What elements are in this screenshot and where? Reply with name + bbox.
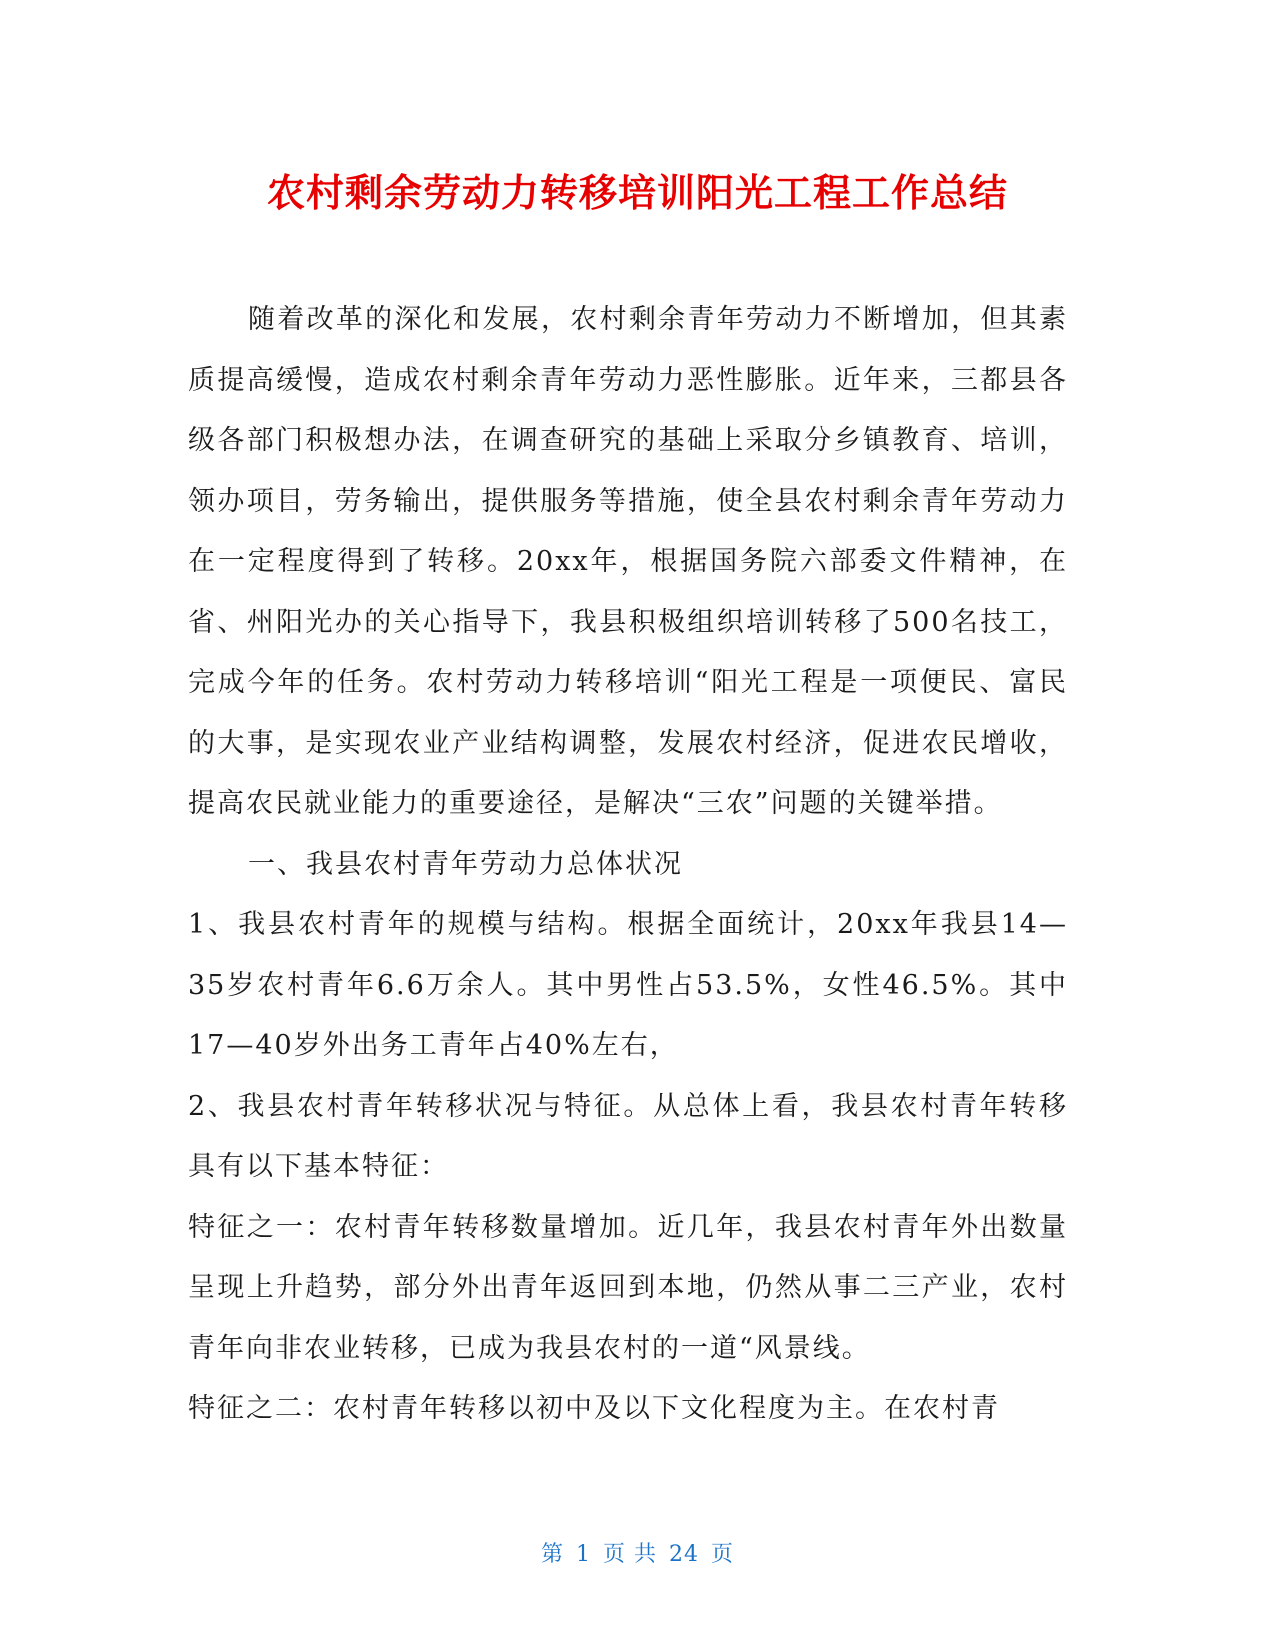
- paragraph-feature-2: 特征之二：农村青年转移以初中及以下文化程度为主。在农村青: [188, 1393, 1000, 1424]
- document-body: [188, 290, 1068, 1440]
- footer-total-pages: 24: [669, 1542, 699, 1567]
- footer-middle: 页 共: [603, 1542, 657, 1567]
- paragraph-intro: 随着改革的深化和发展，农村剩余青年劳动力不断增加，但其素质提高缓慢，造成农村剩余青年劳动力恶性膨胀。近年来，三都县各级各部门积极想办法，在调查研究的基础上采取分乡镇教育、培训，领办项目，劳务输出，提供服务等措施，使全县农村剩余青年劳动力在一定程度得到了转移。20xx年，根据国务院六部委文件精神，在省、州阳光办的关心指导下，我县积极组织培训转移了500名技工，完成今年的任务。农村劳动力转移培训“阳光工程是一项便民、富民的大事，是实现农业产业结构调整，发展农村经济，促进农民增收，提高农民就业能力的重要途径，是解决“三农”问题的关键举措。: [188, 304, 1068, 819]
- paragraph-feature-1: 特征之一：农村青年转移数量增加。近几年，我县农村青年外出数量呈现上升趋势，部分外出青年返回到本地，仍然从事二三产业，农村青年向非农业转移，已成为我县农村的一道“风景线。: [188, 1211, 1068, 1364]
- footer-suffix: 页: [711, 1542, 735, 1567]
- footer-page-number: 1: [576, 1542, 591, 1567]
- document-title: 农村剩余劳动力转移培训阳光工程工作总结: [266, 171, 1008, 215]
- paragraph-item-1: 1、我县农村青年的规模与结构。根据全面统计，20xx年我县14—35岁农村青年6.6万余人。其中男性占53.5%，女性46.5%。其中17—40岁外出务工青年占40%左右，: [188, 909, 1068, 1061]
- paragraph-item-2: 2、我县农村青年转移状况与特征。从总体上看，我县农村青年转移具有以下基本特征：: [188, 1090, 1068, 1182]
- section-heading-1: 一、我县农村青年劳动力总体状况: [248, 848, 683, 880]
- page-footer: [0, 1537, 1275, 1568]
- footer-prefix: 第: [540, 1542, 564, 1567]
